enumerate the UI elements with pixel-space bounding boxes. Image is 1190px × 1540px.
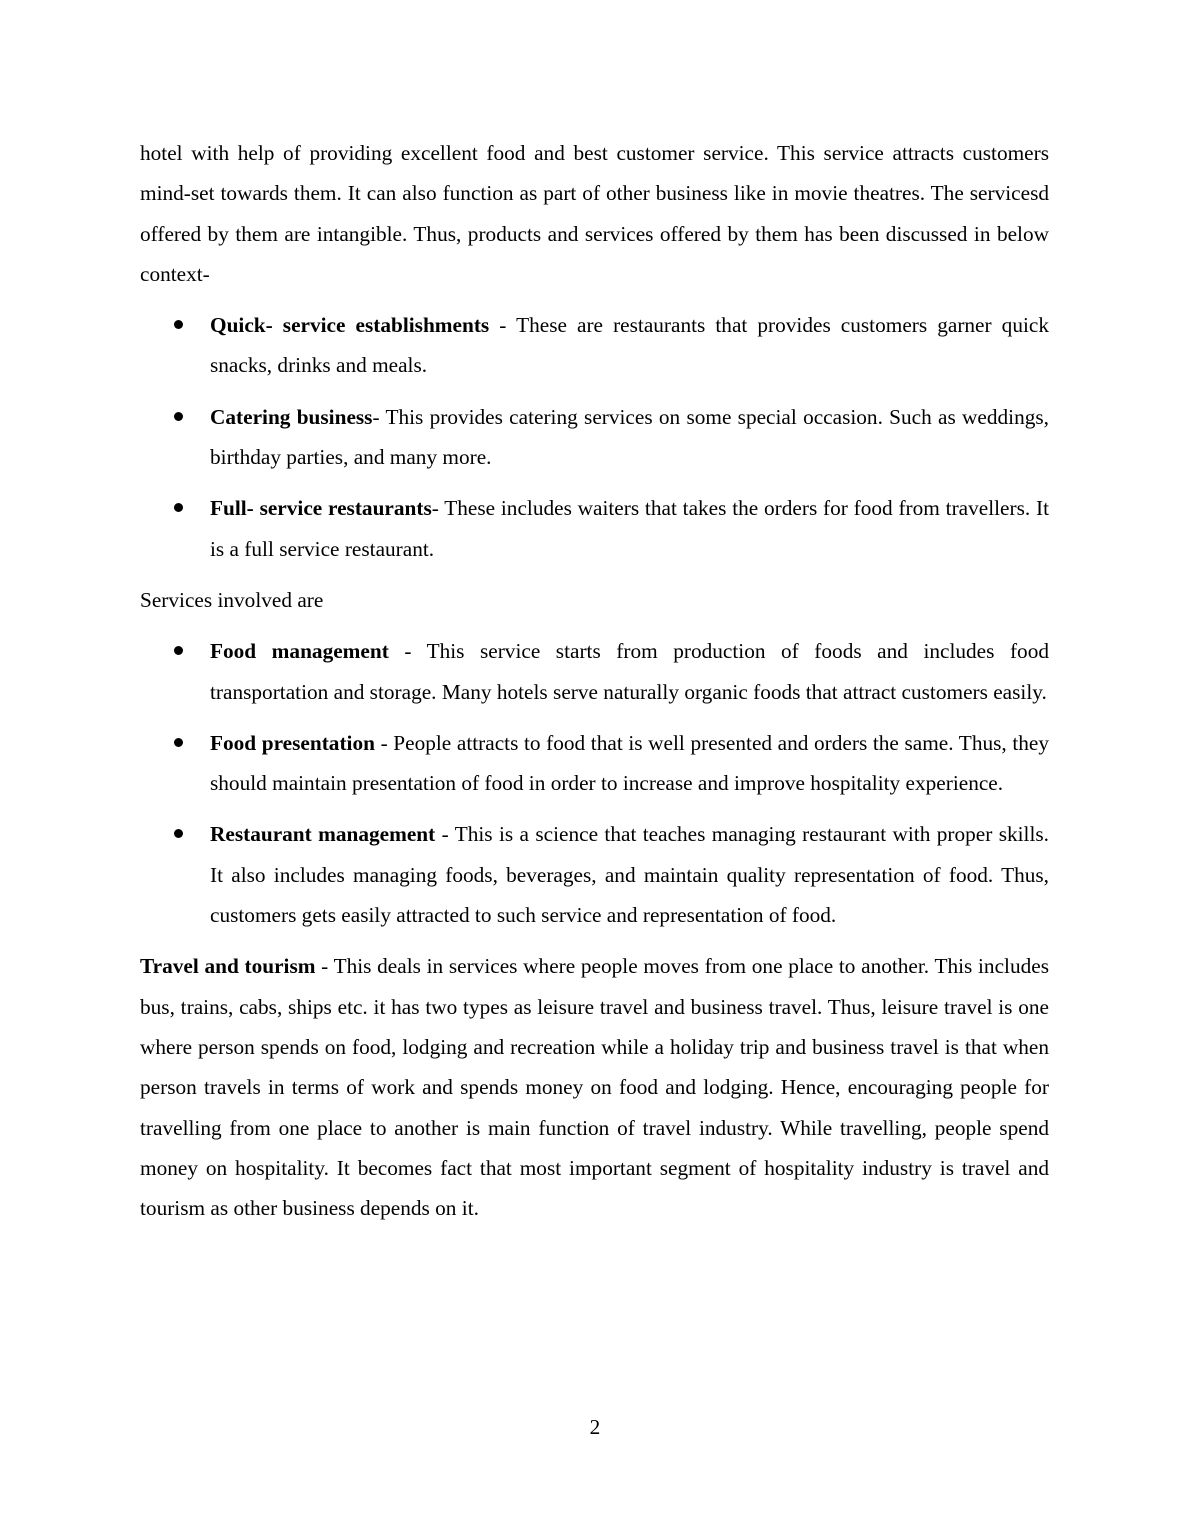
list-item-description: - These includes waiters that takes the orders for food from travellers. It is a full service restaurant. <box>210 496 1050 561</box>
list-item <box>140 723 1049 804</box>
travel-paragraph <box>140 946 1049 1228</box>
bullet-icon <box>174 412 183 421</box>
list-item-description: - This service starts from production of foods and includes food transportation and storage. Many hotels serve naturally organic foods that attract customers easily. <box>210 639 1049 704</box>
intro-paragraph: hotel with help of providing excellent food and best customer service. This service attracts customers mind-set towards them. It can also function as part of other business like in movie theatres. The servicesd offered by them are intangible. Thus, products and services offered by them has been discussed in below context- <box>140 141 1049 286</box>
document-page <box>140 133 1049 1228</box>
travel-term: Travel and tourism <box>140 954 316 979</box>
products-list <box>140 305 1049 569</box>
services-heading: Services involved are <box>140 587 324 612</box>
list-item <box>140 631 1049 712</box>
travel-description: - This deals in services where people moves from one place to another. This includes bus, trains, cabs, ships etc. it has two types as leisure travel and business travel. Thus, leisure travel is one where person spends on food, lodging and recreation while a holiday trip and business travel is that when person travels in terms of work and spends money on food and lodging. Hence, encouraging people for travelling from one place to another is main function of travel industry. While travelling, people spend money on hospitality. It becomes fact that most important segment of hospitality industry is travel and tourism as other business depends on it. <box>140 954 1049 1221</box>
list-item-term: Catering business <box>210 404 373 429</box>
bullet-icon <box>174 646 183 655</box>
bullet-icon <box>174 829 183 838</box>
list-item <box>140 814 1049 935</box>
list-item-term: Restaurant management <box>210 822 436 847</box>
list-item-description: - This is a science that teaches managing restaurant with proper skills. It also includes managing foods, beverages, and maintain quality representation of food. Thus, customers gets easily attracted to such service and representation of food. <box>210 822 1049 928</box>
bullet-icon <box>174 320 183 329</box>
list-item-term: Food management <box>210 639 389 664</box>
list-item-description: - These are restaurants that provides customers garner quick snacks, drinks and meals. <box>210 313 1049 378</box>
list-item-term: Full- service restaurants <box>210 496 432 521</box>
list-item <box>140 488 1049 569</box>
page-number: 2 <box>589 1415 601 1439</box>
list-item-description: - People attracts to food that is well presented and orders the same. Thus, they should maintain presentation of food in order to increase and improve hospitality experience. <box>210 730 1050 796</box>
bullet-icon <box>174 503 183 512</box>
list-item-term: Quick- service establishments <box>210 313 490 338</box>
services-list <box>140 631 1049 935</box>
list-item-term: Food presentation <box>210 730 375 755</box>
list-item <box>140 397 1049 478</box>
list-item-description: - This provides catering services on some special occasion. Such as weddings, birthday parties, and many more. <box>210 404 1049 470</box>
list-item <box>140 305 1049 386</box>
bullet-icon <box>174 738 183 747</box>
